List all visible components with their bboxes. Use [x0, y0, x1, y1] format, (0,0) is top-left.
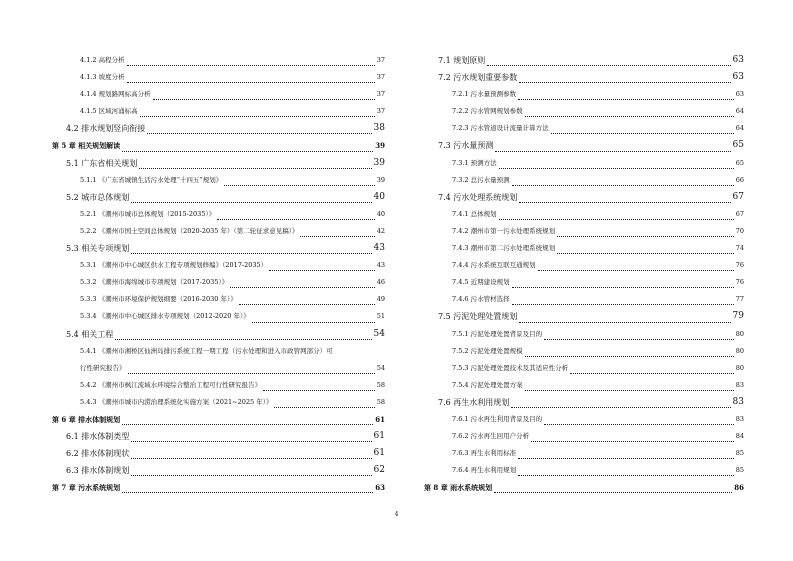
- toc-entry[interactable]: [52, 343, 385, 377]
- toc-entry-title: 5.1 广东省相关规划: [66, 158, 138, 168]
- toc-page-number: 37: [376, 90, 385, 99]
- toc-leader-dots: [518, 475, 734, 476]
- toc-entry[interactable]: [424, 137, 744, 154]
- toc-entry-title: 7.5.3 污泥处理处置技术及其适应性分析: [452, 363, 569, 372]
- toc-entry-title: 5.3.4 《潮州市中心城区排水专项规划（2012-2020 年）》: [80, 312, 250, 321]
- toc-page-number: 83: [735, 414, 744, 423]
- toc-page-number: 80: [735, 363, 744, 372]
- toc-entry-title: 6.1 排水体制类型: [66, 432, 130, 442]
- toc-page-number: 37: [376, 107, 385, 116]
- toc-entry[interactable]: [424, 103, 744, 120]
- toc-entry[interactable]: [424, 172, 744, 189]
- toc-page-number: 51: [376, 312, 385, 321]
- toc-page-number: 76: [735, 278, 744, 287]
- toc-page-number: 63: [732, 55, 744, 65]
- toc-entry[interactable]: [52, 479, 385, 496]
- toc-entry[interactable]: [52, 223, 385, 240]
- toc-page-number: 40: [373, 191, 385, 202]
- toc-page-number: 64: [735, 124, 744, 133]
- toc-page-number: 39: [375, 141, 385, 151]
- toc-leader-dots: [239, 304, 375, 305]
- toc-entry[interactable]: [52, 52, 385, 69]
- toc-entry[interactable]: [424, 69, 744, 86]
- toc-page-number: 61: [373, 431, 385, 442]
- toc-entry-title: 7.5.1 污泥处理处置背景及目的: [452, 329, 543, 338]
- toc-page-number: 61: [373, 448, 385, 459]
- toc-entry[interactable]: [424, 394, 744, 411]
- toc-entry-title: 6.2 排水体制现状: [66, 449, 130, 459]
- toc-entry-title: 5.3.3 《潮州市环境保护规划纲要（2016-2030 年）》: [80, 295, 237, 304]
- toc-leader-dots: [263, 390, 375, 391]
- toc-entry-title: 5.4 相关工程: [66, 329, 114, 339]
- toc-page-number: 61: [375, 414, 385, 424]
- toc-entry[interactable]: [52, 120, 385, 137]
- toc-leader-dots: [139, 168, 371, 169]
- toc-entry[interactable]: [52, 69, 385, 86]
- toc-leader-dots: [131, 202, 371, 203]
- toc-entry-title: 7.2.2 污水管网规划参数: [452, 107, 523, 116]
- toc-page-number: 63: [735, 90, 744, 99]
- toc-entry-title: 5.2.1 《潮州市城市总体规划（2015-2035）》: [80, 209, 216, 218]
- toc-leader-dots: [122, 492, 373, 493]
- toc-page-number: 67: [735, 209, 744, 218]
- page-number: 4: [394, 511, 399, 518]
- toc-leader-dots: [525, 356, 734, 357]
- toc-leader-dots: [252, 322, 375, 323]
- toc-page-number: 54: [373, 328, 385, 339]
- toc-leader-dots: [518, 458, 734, 459]
- toc-entry[interactable]: [52, 308, 385, 325]
- toc-entry[interactable]: [52, 377, 385, 394]
- toc-leader-dots: [127, 82, 375, 83]
- toc-leader-dots: [570, 373, 734, 374]
- toc-entry-title: 4.1.3 坡度分析: [80, 73, 125, 82]
- toc-leader-dots: [122, 151, 373, 152]
- toc-entry-title: 7.6.3 再生水利用标准: [452, 449, 517, 458]
- toc-page-number: 46: [376, 278, 385, 287]
- toc-page-number: 43: [373, 243, 385, 254]
- toc-page-number: 37: [376, 56, 385, 64]
- toc-entry-title: 6.3 排水体制规划: [66, 466, 130, 476]
- toc-entry[interactable]: [424, 462, 744, 479]
- toc-page-number: 42: [376, 226, 385, 235]
- toc-page-number: 83: [732, 396, 744, 407]
- toc-leader-dots: [557, 253, 734, 254]
- toc-page-number: 49: [376, 295, 385, 304]
- toc-page-number: 39: [373, 157, 385, 168]
- toc-entry[interactable]: [52, 428, 385, 445]
- toc-page-number: 63: [375, 483, 385, 493]
- toc-leader-dots: [551, 133, 734, 134]
- toc-page-number: 83: [735, 380, 744, 389]
- toc-entry-title: 7.5.4 污泥处理处置方案: [452, 380, 523, 389]
- toc-leader-dots: [557, 236, 734, 237]
- toc-leader-dots: [512, 304, 734, 305]
- toc-entry-title: 5.3 相关专项规划: [66, 244, 130, 254]
- toc-leader-dots: [274, 407, 374, 408]
- toc-leader-dots: [518, 99, 734, 100]
- toc-entry-title: 5.4.2 《潮州市枫江流域水环境综合整治工程可行性研究报告》: [80, 380, 262, 389]
- toc-page-number: 43: [376, 261, 385, 270]
- toc-entry[interactable]: [52, 274, 385, 291]
- toc-page-number: 85: [735, 466, 744, 475]
- toc-entry[interactable]: [424, 377, 744, 394]
- toc-entry-title: 7.5 污泥处理处置规划: [438, 312, 518, 322]
- toc-entry[interactable]: [52, 206, 385, 223]
- toc-page-number: 38: [373, 123, 385, 134]
- toc-chapter-title: 第 7 章 污水系统规划: [52, 483, 121, 493]
- toc-leader-dots: [495, 151, 730, 152]
- toc-leader-dots: [131, 253, 371, 254]
- toc-page-number: 62: [373, 465, 385, 476]
- toc-entry-title: 7.3 污水量预测: [438, 141, 494, 151]
- toc-list-right: [424, 52, 744, 496]
- toc-entry[interactable]: [424, 206, 744, 223]
- toc-entry[interactable]: [424, 360, 744, 377]
- toc-entry-title: 7.4.6 污水管材选择: [452, 295, 510, 304]
- toc-entry-title: 4.1.2 高程分析: [80, 56, 125, 64]
- toc-leader-dots: [487, 65, 730, 66]
- toc-entry[interactable]: [52, 155, 385, 172]
- toc-entry[interactable]: [52, 103, 385, 120]
- toc-entry-title: 5.2 城市总体规划: [66, 192, 130, 202]
- toc-page-number: 86: [734, 483, 744, 493]
- toc-leader-dots: [224, 185, 374, 186]
- toc-entry-title: 4.2 排水规划竖向衔接: [66, 124, 146, 134]
- toc-page-number: 63: [732, 72, 744, 83]
- toc-leader-dots: [519, 82, 730, 83]
- toc-list-left: [52, 52, 385, 496]
- toc-leader-dots: [128, 373, 375, 374]
- toc-entry[interactable]: [52, 189, 385, 206]
- toc-leader-dots: [217, 219, 375, 220]
- toc-entry-title: 7.6.2 污水再生回用户分析: [452, 432, 530, 441]
- toc-leader-dots: [519, 202, 730, 203]
- toc-entry-title: 7.2.1 污水量预测参数: [452, 90, 517, 99]
- toc-page-number: 76: [735, 261, 744, 270]
- toc-entry[interactable]: [52, 462, 385, 479]
- toc-entry[interactable]: [52, 394, 385, 411]
- toc-entry[interactable]: [52, 240, 385, 257]
- toc-entry-title: 7.3.1 预测方法: [452, 158, 497, 167]
- toc-entry[interactable]: [424, 240, 744, 257]
- toc-entry[interactable]: [424, 326, 744, 343]
- toc-chapter-title: 第 6 章 排水体制规划: [52, 414, 121, 424]
- toc-entry[interactable]: [52, 86, 385, 103]
- toc-leader-dots: [131, 475, 371, 476]
- toc-page-number: 37: [376, 73, 385, 82]
- toc-entry[interactable]: [424, 343, 744, 360]
- toc-page-number: 79: [732, 311, 744, 322]
- toc-page-number: 64: [735, 107, 744, 116]
- toc-leader-dots: [499, 168, 734, 169]
- toc-page-number: 70: [735, 226, 744, 235]
- toc-entry[interactable]: [52, 172, 385, 189]
- toc-entry-title: 7.4.5 近期建设规划: [452, 278, 510, 287]
- toc-entry-title: 4.1.4 规划路网标高分析: [80, 90, 151, 99]
- toc-entry-title-continued: 行性研究报告》: [80, 363, 126, 372]
- toc-page-number: 84: [735, 432, 744, 441]
- toc-entry[interactable]: [424, 120, 744, 137]
- toc-leader-dots: [127, 65, 375, 66]
- toc-leader-dots: [153, 99, 375, 100]
- toc-page-number: 77: [735, 295, 744, 304]
- toc-entry[interactable]: [424, 428, 744, 445]
- toc-entry-title: 7.4.4 污水系统互联互通规划: [452, 261, 536, 270]
- toc-leader-dots: [300, 236, 374, 237]
- toc-entry-title: 5.4.1 《潮州市湘桥区仙洲岛排污系统工程一期工程（污水处理和进入市政管网部分）可: [80, 346, 333, 355]
- toc-entry[interactable]: [52, 291, 385, 308]
- toc-leader-dots: [525, 390, 734, 391]
- toc-entry-title: 7.4.1 总体规划: [452, 209, 497, 218]
- toc-page-number: 65: [735, 158, 744, 167]
- toc-page-number: 40: [376, 209, 385, 218]
- toc-page-number: 74: [735, 244, 744, 253]
- toc-left-column: [52, 52, 385, 496]
- toc-entry[interactable]: [424, 291, 744, 308]
- toc-entry[interactable]: [52, 326, 385, 343]
- toc-entry-title: 5.3.1 《潮州市中心城区供水工程专项规划修编》（2017-2035）: [80, 261, 268, 270]
- toc-leader-dots: [131, 458, 371, 459]
- toc-leader-dots: [512, 287, 734, 288]
- toc-leader-dots: [499, 219, 734, 220]
- toc-entry[interactable]: [424, 52, 744, 69]
- toc-entry[interactable]: [424, 86, 744, 103]
- toc-leader-dots: [511, 407, 730, 408]
- toc-page-number: 58: [376, 397, 385, 406]
- toc-page-number: 80: [735, 329, 744, 338]
- toc-leader-dots: [269, 270, 375, 271]
- toc-entry-title: 7.2.3 污水管道设计流量计算方法: [452, 124, 549, 133]
- toc-entry-title: 7.6.1 污水再生利用背景及目的: [452, 414, 543, 423]
- toc-leader-dots: [538, 270, 734, 271]
- toc-entry-title: 7.5.2 污泥处理处置规模: [452, 346, 523, 355]
- toc-entry[interactable]: [52, 257, 385, 274]
- toc-chapter-title: 第 8 章 雨水系统规划: [424, 483, 493, 493]
- toc-entry-title: 7.4.3 潮州市第二污水处理系统规划: [452, 244, 556, 253]
- toc-entry[interactable]: [424, 223, 744, 240]
- toc-page-number: 39: [376, 175, 385, 184]
- toc-entry-title: 7.2 污水规划重要参数: [438, 73, 518, 83]
- toc-entry[interactable]: [424, 308, 744, 325]
- toc-leader-dots: [147, 133, 371, 134]
- toc-entry[interactable]: [424, 189, 744, 206]
- toc-entry-title: 7.6.4 再生水利用规划: [452, 466, 517, 475]
- toc-leader-dots: [494, 492, 732, 493]
- toc-leader-dots: [531, 441, 734, 442]
- toc-entry[interactable]: [424, 445, 744, 462]
- toc-entry-title: 7.6 再生水利用规划: [438, 397, 510, 407]
- toc-leader-dots: [544, 339, 734, 340]
- toc-page-number: 66: [735, 175, 744, 184]
- toc-entry-title: 4.1.5 区域河涌标高: [80, 107, 138, 116]
- toc-entry-title: 5.1.1 《广东省城镇生活污水处理“十四五”规划》: [80, 175, 223, 184]
- toc-right-column: [424, 52, 744, 496]
- toc-entry[interactable]: [52, 137, 385, 154]
- toc-entry[interactable]: [52, 411, 385, 428]
- toc-entry[interactable]: [424, 274, 744, 291]
- toc-leader-dots: [131, 441, 371, 442]
- toc-page-number: 80: [735, 346, 744, 355]
- toc-page-number: 65: [732, 140, 744, 151]
- toc-entry-title: 7.4.2 潮州市第一污水处理系统规划: [452, 226, 556, 235]
- toc-leader-dots: [525, 116, 734, 117]
- toc-leader-dots: [230, 287, 375, 288]
- toc-entry[interactable]: [424, 155, 744, 172]
- toc-entry[interactable]: [424, 257, 744, 274]
- toc-leader-dots: [115, 339, 371, 340]
- toc-entry-title: 5.2.2 《潮州市国土空间总体规划（2020-2035 年）（第二轮征求意见稿）》: [80, 226, 299, 235]
- toc-leader-dots: [512, 185, 734, 186]
- toc-page-number: 54: [376, 363, 385, 372]
- toc-entry-title: 5.3.2 《潮州市海绵城市专项规划（2017-2035）》: [80, 278, 229, 287]
- toc-entry-title: 7.3.2 总污水量预测: [452, 175, 510, 184]
- toc-entry-title: 7.4 污水处理系统规划: [438, 192, 518, 202]
- toc-chapter-title: 第 5 章 相关规划解读: [52, 141, 121, 151]
- toc-entry-title: 7.1 规划原则: [438, 56, 486, 65]
- toc-page-number: 85: [735, 449, 744, 458]
- toc-page-number: 58: [376, 380, 385, 389]
- toc-leader-dots: [122, 424, 373, 425]
- toc-leader-dots: [519, 322, 730, 323]
- toc-page-number: 67: [732, 191, 744, 202]
- toc-leader-dots: [140, 116, 375, 117]
- toc-entry[interactable]: [424, 479, 744, 496]
- toc-entry-title: 5.4.3 《潮州市城市内涝治理系统化实施方案（2021~2025 年）》: [80, 397, 273, 406]
- toc-entry[interactable]: [424, 411, 744, 428]
- toc-leader-dots: [544, 424, 734, 425]
- toc-entry[interactable]: [52, 445, 385, 462]
